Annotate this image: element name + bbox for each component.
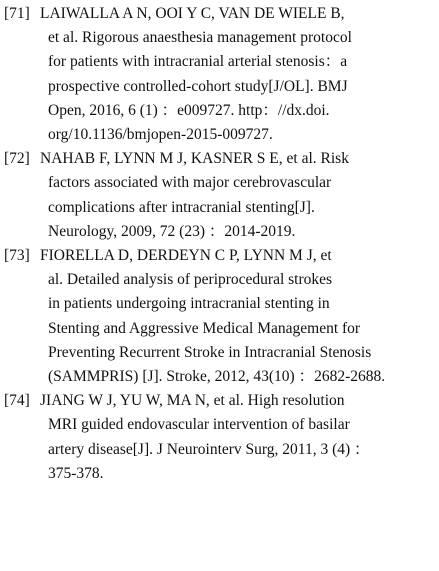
reference-line: al. Detailed analysis of periprocedural strokes: [48, 271, 333, 289]
reference-line: factors associated with major cerebrovascular: [48, 174, 332, 192]
reference-number: [73]: [4, 247, 30, 265]
reference-number: [71]: [4, 5, 30, 22]
reference-text: [40, 2, 436, 147]
reference-line: org/10.1136/bmjopen-2015-009727.: [48, 126, 273, 144]
reference-text: [40, 389, 436, 486]
reference-line: MRI guided endovascular intervention of basilar: [48, 416, 350, 434]
reference-line: Stenting and Aggressive Medical Management for: [48, 319, 361, 337]
reference-number: [72]: [4, 150, 30, 168]
reference-line: FIORELLA D, DERDEYN C P, LYNN M J, et: [40, 247, 332, 265]
reference-line: JIANG W J, YU W, MA N, et al. High resolution: [40, 392, 345, 410]
reference-74: [4, 389, 436, 486]
reference-line: complications after intracranial stenting[J].: [48, 198, 315, 216]
reference-line: et al. Rigorous anaesthesia management protocol: [48, 29, 352, 47]
reference-line: NAHAB F, LYNN M J, KASNER S E, et al. Risk: [40, 150, 349, 168]
reference-line: 375-378.: [48, 464, 104, 482]
reference-73: [4, 244, 436, 389]
reference-line: Neurology, 2009, 72 (23) ：2014-2019.: [48, 222, 296, 240]
reference-line: artery disease[J]. J Neurointerv Surg, 2011, 3 (4) ：: [48, 440, 370, 458]
reference-line: prospective controlled-cohort study[J/OL]. BMJ: [48, 77, 348, 95]
reference-line: (SAMMPRIS) [J]. Stroke, 2012, 43(10) ：2682-2688.: [48, 368, 386, 386]
reference-line: in patients undergoing intracranial stenting in: [48, 295, 330, 313]
reference-71: [4, 2, 436, 147]
reference-line: for patients with intracranial arterial stenosis：a: [48, 53, 348, 71]
reference-line: Preventing Recurrent Stroke in Intracranial Stenosis: [48, 343, 372, 361]
reference-list: [4, 2, 436, 486]
reference-72: [4, 147, 436, 244]
reference-text: [40, 244, 436, 389]
reference-line: LAIWALLA A N, OOI Y C, VAN DE WIELE B,: [40, 5, 345, 22]
reference-text: [40, 147, 436, 244]
reference-line: Open, 2016, 6 (1) ：e009727. http：//dx.doi.: [48, 101, 330, 119]
reference-number: [74]: [4, 392, 30, 410]
